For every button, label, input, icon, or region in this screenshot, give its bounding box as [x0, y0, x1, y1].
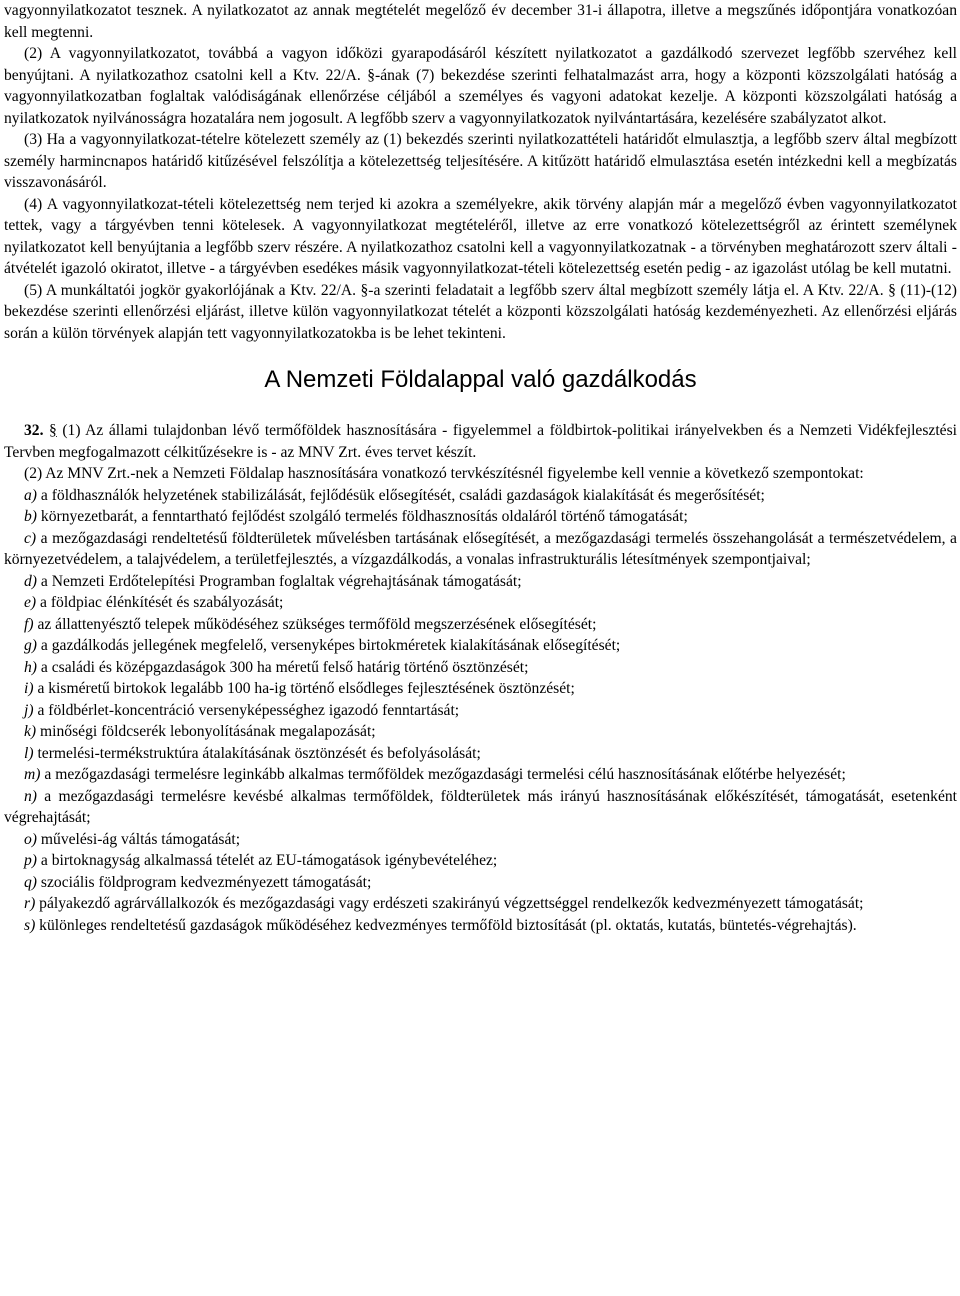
item-text: a mezőgazdasági rendeltetésű földterületek művelésben tartásának elősegítését, a mezőgazdasági termelés összehangolását a természetvédelem, a környezetvédelem, a talajvédelem, a területfejlesztés, a vízgazdálkodás, a vonalas infrastrukturális létesítmények szempontjaival;	[4, 529, 957, 568]
list-item-m	[4, 764, 957, 786]
section-number: 32.	[24, 422, 44, 439]
list-item-k	[4, 721, 957, 743]
section-heading: A Nemzeti Földalappal való gazdálkodás	[264, 366, 697, 393]
item-letter: p)	[24, 852, 37, 869]
list-item-e	[4, 592, 957, 614]
paragraph-4: (4) A vagyonnyilatkozat-tételi kötelezettség nem terjed ki azokra a személyekre, akik törvény alapján már a megelőző évben vagyonnyilatkozatot tettek, vagy a tárgyévben tenni kötelesek. A vagyonnyilatkozat megtételéről, illetve az erre vonatkozó kötelezettségről az érintett személynek nyilatkozatot kell benyújtania a legfőbb szerv részére. A nyilatkozathoz csatolni kell a vagyonnyilatkozatnak - a törvényben meghatározott szerv általi - átvételét igazoló okiratot, illetve - a tárgyévben esedékes másik vagyonnyilatkozat-tételi kötelezettség esetén pedig - az igazolást utólag be kell mutatni.	[4, 195, 957, 277]
item-text: a gazdálkodás jellegének megfelelő, versenyképes birtokméretek kialakításának elősegítését;	[40, 637, 621, 654]
item-text: a Nemzeti Erdőtelepítési Programban foglaltak végrehajtásának támogatását;	[40, 572, 522, 590]
item-letter: g)	[24, 637, 37, 654]
list-item-j	[4, 700, 957, 722]
list-item-o	[4, 829, 957, 851]
paragraph-5: (5) A munkáltatói jogkör gyakorlójának a Ktv. 22/A. §-a szerinti feladatait a legfőbb szerv által megbízott személy látja el. A Ktv. 22/A. § (11)-(12) bekezdése szerinti ellenőrzési eljárást, illetve külön vagyonnyilatkozat tételét a központi közszolgálati hatóság kezdeményezheti. Az ellenőrzési eljárás során a külön törvények alapján tett vagyonnyilatkozatokba is be lehet tekinteni.	[4, 281, 957, 342]
section-32-paragraph-1	[4, 420, 957, 463]
paragraph-3: (3) Ha a vagyonnyilatkozat-tételre kötelezett személy az (1) bekezdés szerinti nyilatkozattételi határidőt elmulasztja, a legfőbb szerv által megbízott személy harmincnapos határidő kitűzésével felszólítja a kötelezettség teljesítésére. A kitűzött határidő elmulasztása esetén intézkedni kell a megbízatás visszavonásáról.	[4, 131, 957, 191]
item-text: a birtoknagyság alkalmassá tételét az EU-támogatások igénybevételéhez;	[40, 852, 498, 869]
item-text: minőségi földcserék lebonyolításának megalapozását;	[40, 723, 376, 740]
item-letter: i)	[24, 680, 34, 697]
item-letter: l)	[24, 744, 34, 762]
item-letter: r)	[24, 895, 36, 912]
item-text: környezetbarát, a fenntartható fejlődést szolgáló termelés földhasznosítás oldaláról történő támogatását;	[40, 508, 688, 525]
list-item-b	[4, 506, 957, 528]
list-item-p	[4, 850, 957, 872]
list-item-n	[4, 786, 957, 829]
item-text: művelési-ág váltás támogatását;	[40, 830, 241, 848]
list-item-l	[4, 743, 957, 765]
item-letter: o)	[24, 830, 37, 848]
item-text: szociális földprogram kedvezményezett támogatását;	[40, 873, 372, 891]
list-item-c	[4, 528, 957, 571]
section-paragraph-1-text: (1) Az állami tulajdonban lévő termőföldek hasznosítására - figyelemmel a földbirtok-politikai irányelvekben és a Nemzeti Vidékfejlesztési Tervben megfogalmazott célkitűzésekre is - az MNV Zrt. éves tervet készít.	[4, 422, 957, 461]
list-item-r	[4, 893, 957, 915]
item-text: a mezőgazdasági termelésre kevésbé alkalmas termőföldek, földterületek más irányú hasznosításának előkészítését, támogatását, esetenként végrehajtását;	[4, 787, 958, 826]
item-text: a mezőgazdasági termelésre leginkább alkalmas termőföldek mezőgazdasági termelési célú hasznosításának előtérbe helyezését;	[44, 766, 846, 783]
item-letter: h)	[24, 658, 37, 676]
list-item-a	[4, 485, 957, 507]
item-letter: q)	[24, 873, 37, 891]
item-text: termelési-termékstruktúra átalakításának ösztönzését és befolyásolását;	[37, 744, 481, 762]
item-text: a földbérlet-koncentráció versenyképességhez igazodó fenntartását;	[37, 701, 460, 719]
item-letter: a)	[24, 486, 37, 504]
item-text: a családi és középgazdaságok 300 ha méretű felső határig történő ösztönzését;	[40, 658, 529, 676]
item-letter: n)	[24, 787, 37, 805]
item-letter: d)	[24, 572, 37, 590]
item-text: a földpiac élénkítését és szabályozását;	[40, 594, 284, 611]
item-letter: m)	[24, 766, 41, 783]
list-item-s	[4, 915, 957, 937]
paragraph-continuation: vagyonnyilatkozatot tesznek. A nyilatkozatot az annak megtételét megelőző év december 31-i állapotra, illetve a megszűnés időpontjára vonatkozóan kell megtenni.	[4, 2, 957, 41]
list-item-i	[4, 678, 957, 700]
paragraph-2: (2) A vagyonnyilatkozatot, továbbá a vagyon időközi gyarapodásáról készített nyilatkozatot a gazdálkodó szervezet legfőbb szervéhez kell benyújtani. A nyilatkozathoz csatolni kell a Ktv. 22/A. §-ának (7) bekezdése szerinti felhatalmazást arra, hogy a központi közszolgálati hatóság a vagyonnyilatkozatban foglaltak valódiságának ellenőrzése céljából a személyes és vagyoni adatokat kezelje. A központi közszolgálati hatóság a nyilatkozatok nyilvánosságra hozatalára nem jogosult. A legfőbb szerv a vagyonnyilatkozatok nyilvántartására, kezelésére szabályzatot alkot.	[4, 45, 957, 127]
item-text: az állattenyésztő telepek működéséhez szükséges termőföld megszerzésének elősegítését;	[37, 615, 597, 633]
item-letter: j)	[24, 701, 34, 719]
item-letter: e)	[24, 594, 37, 611]
list-item-q	[4, 872, 957, 894]
item-letter: c)	[24, 529, 37, 547]
list-item-d	[4, 571, 957, 593]
item-letter: k)	[24, 723, 37, 740]
item-letter: b)	[24, 508, 37, 525]
item-letter: s)	[24, 916, 36, 934]
item-text: különleges rendeltetésű gazdaságok működéséhez kedvezményes termőföld biztosítását (pl. oktatás, kutatás, büntetés-végrehajtás).	[39, 916, 857, 934]
item-text: pályakezdő agrárvállalkozók és mezőgazdasági vagy erdészeti szakirányú végzettséggel rendelkezők kedvezményezett támogatását;	[39, 895, 864, 912]
item-letter: f)	[24, 615, 34, 633]
list-item-g	[4, 635, 957, 657]
item-text: a kisméretű birtokok legalább 100 ha-ig történő elsődleges fejlesztésének ösztönzését;	[37, 680, 575, 697]
section-symbol: §	[49, 422, 57, 439]
list-item-f	[4, 614, 957, 636]
list-item-h	[4, 657, 957, 679]
item-text: a földhasználók helyzetének stabilizálását, fejlődésük elősegítését, családi gazdaságok kialakítását és megerősítését;	[40, 486, 765, 504]
section-32-paragraph-2: (2) Az MNV Zrt.-nek a Nemzeti Földalap hasznosítására vonatkozó tervkészítésnél figyelembe kell vennie a következő szempontokat:	[24, 465, 864, 482]
